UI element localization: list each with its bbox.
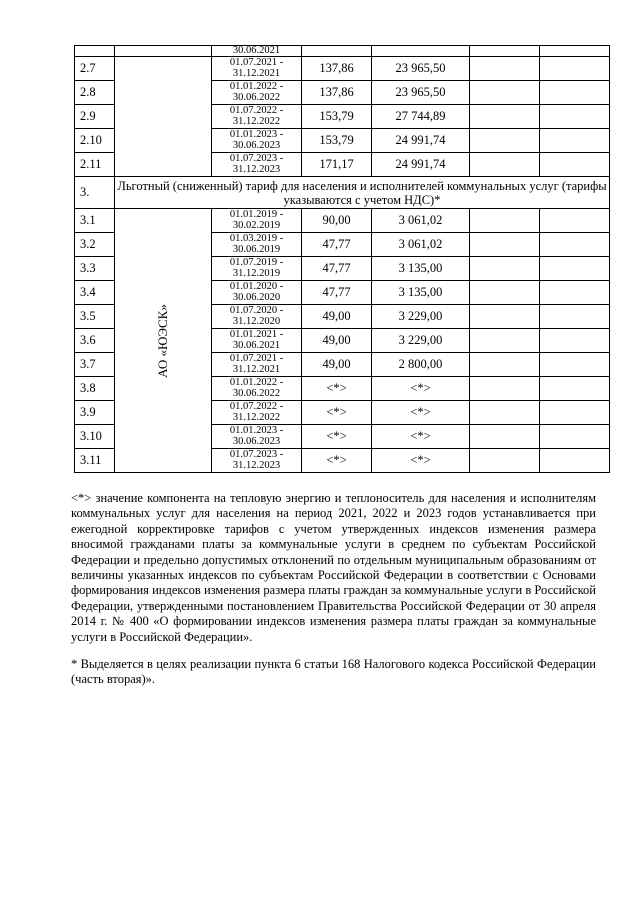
rate-cell: 137,86 <box>302 57 372 81</box>
section-row <box>75 177 610 209</box>
period-end: 30.02.2019 <box>232 219 281 231</box>
period-start: 01.01.2022 - <box>229 81 284 92</box>
empty-cell <box>540 129 610 153</box>
rate-cell: 153,79 <box>302 129 372 153</box>
period-start: 01.07.2023 - <box>229 153 284 164</box>
amount-cell: 3 061,02 <box>372 233 470 257</box>
empty-cell <box>540 257 610 281</box>
period-cell <box>212 57 302 81</box>
empty-cell <box>540 353 610 377</box>
section-number-cell: 3. <box>75 177 115 209</box>
period-start: 01.07.2020 - <box>229 305 284 316</box>
row-number-cell: 2.8 <box>75 81 115 105</box>
empty-cell <box>470 233 540 257</box>
amount-cell: 3 061,02 <box>372 209 470 233</box>
rate-cell: 171,17 <box>302 153 372 177</box>
row-number-cell: 3.2 <box>75 233 115 257</box>
amount-cell: <*> <box>372 449 470 473</box>
amount-cell <box>372 46 470 57</box>
amount-cell: <*> <box>372 377 470 401</box>
period-end: 31.12.2022 <box>232 115 281 127</box>
empty-cell <box>470 81 540 105</box>
rate-cell: 49,00 <box>302 305 372 329</box>
row-number-cell: 2.11 <box>75 153 115 177</box>
period-cell <box>212 425 302 449</box>
amount-cell: <*> <box>372 401 470 425</box>
row-number-cell: 3.1 <box>75 209 115 233</box>
period-cell <box>212 233 302 257</box>
row-number-cell: 3.11 <box>75 449 115 473</box>
organization-cell <box>115 209 212 473</box>
empty-cell <box>470 377 540 401</box>
organization-cell <box>115 46 212 57</box>
period-start: 01.07.2019 - <box>229 257 284 268</box>
period-start: 01.01.2022 - <box>229 377 284 388</box>
period-start: 01.07.2021 - <box>229 353 284 364</box>
rate-cell: 49,00 <box>302 353 372 377</box>
period-start: 01.07.2022 - <box>229 401 284 412</box>
empty-cell <box>470 209 540 233</box>
organization-cell <box>115 57 212 177</box>
row-number-cell: 2.9 <box>75 105 115 129</box>
empty-cell <box>540 425 610 449</box>
period-start: 01.07.2023 - <box>229 449 284 460</box>
tariff-table <box>74 45 610 473</box>
period-cell <box>212 209 302 233</box>
empty-cell <box>470 401 540 425</box>
period-start: 01.01.2019 - <box>229 209 284 220</box>
empty-cell <box>470 57 540 81</box>
period-cell <box>212 81 302 105</box>
row-number-cell <box>75 46 115 57</box>
period-start: 01.07.2022 - <box>229 105 284 116</box>
rate-cell: 137,86 <box>302 81 372 105</box>
period-cell <box>212 329 302 353</box>
empty-cell <box>470 329 540 353</box>
empty-cell <box>540 81 610 105</box>
table-row <box>75 209 610 233</box>
period-end: 30.06.2022 <box>232 387 281 399</box>
period-end: 30.06.2022 <box>232 91 281 103</box>
rate-cell: <*> <box>302 377 372 401</box>
period-cell <box>212 449 302 473</box>
empty-cell <box>540 449 610 473</box>
period-cell <box>212 353 302 377</box>
rate-cell: 49,00 <box>302 329 372 353</box>
period-cell <box>212 257 302 281</box>
period-start: 01.01.2023 - <box>229 425 284 436</box>
period-start: 01.01.2023 - <box>229 129 284 140</box>
period-end: 31.12.2023 <box>232 163 281 175</box>
rate-cell <box>302 46 372 57</box>
period-end: 30.06.2023 <box>232 139 281 151</box>
table-row <box>75 57 610 81</box>
period-end: 30.06.2019 <box>232 243 281 255</box>
period-cell <box>212 153 302 177</box>
rate-cell: 153,79 <box>302 105 372 129</box>
rate-cell: 90,00 <box>302 209 372 233</box>
rate-cell: <*> <box>302 401 372 425</box>
amount-cell: 24 991,74 <box>372 129 470 153</box>
rate-cell: 47,77 <box>302 257 372 281</box>
empty-cell <box>540 105 610 129</box>
period-end: 31.12.2021 <box>232 67 281 79</box>
amount-cell: 23 965,50 <box>372 81 470 105</box>
amount-cell: <*> <box>372 425 470 449</box>
empty-cell <box>470 105 540 129</box>
table-row <box>75 46 610 57</box>
empty-cell <box>540 233 610 257</box>
period-cell: 30.06.2021 <box>212 46 302 57</box>
period-cell <box>212 377 302 401</box>
empty-cell <box>540 401 610 425</box>
amount-cell: 3 229,00 <box>372 305 470 329</box>
empty-cell <box>470 46 540 57</box>
row-number-cell: 3.3 <box>75 257 115 281</box>
organization-name: АО «ЮЭСК» <box>155 303 170 378</box>
period-cell <box>212 129 302 153</box>
empty-cell <box>470 305 540 329</box>
period-end: 30.06.2023 <box>232 435 281 447</box>
rate-cell: 47,77 <box>302 281 372 305</box>
row-number-cell: 3.9 <box>75 401 115 425</box>
amount-cell: 3 229,00 <box>372 329 470 353</box>
empty-cell <box>470 153 540 177</box>
empty-cell <box>470 449 540 473</box>
empty-cell <box>540 329 610 353</box>
rate-cell: <*> <box>302 425 372 449</box>
period-cell <box>212 401 302 425</box>
period-cell <box>212 281 302 305</box>
rate-cell: <*> <box>302 449 372 473</box>
empty-cell <box>540 46 610 57</box>
empty-cell <box>540 305 610 329</box>
row-number-cell: 2.7 <box>75 57 115 81</box>
period-start: 01.03.2019 - <box>229 233 284 244</box>
period-end: 31.12.2019 <box>232 267 281 279</box>
empty-cell <box>470 353 540 377</box>
row-number-cell: 3.6 <box>75 329 115 353</box>
empty-cell <box>540 281 610 305</box>
footnote-main: <*> значение компонента на тепловую энергию и теплоноситель для населения и исполнителям коммунальных услуг для населения на период 2021, 2022 и 2023 годов устанавливается при ежегодной корректировке тарифов с учетом утвержденных индексов изменения размера вносимой гражданами платы за коммунальные услуги в среднем по субъектам Российской Федерации и предельно допустимых отклонений по отдельным муниципальным образованиям от величины указанных индексов по субъектам Российской Федерации в соответствии с Основами формирования индексов изменения размера платы граждан за коммунальные услуги в Российской Федерации, утвержденными постановлением Правительства Российской Федерации от 30 апреля 2014 г. № 400 «О формировании индексов изменения размера платы граждан за коммунальные услуги в Российской Федерации». <box>71 491 596 644</box>
period-cell <box>212 105 302 129</box>
period-end: 31.12.2020 <box>232 315 281 327</box>
row-number-cell: 3.10 <box>75 425 115 449</box>
amount-cell: 24 991,74 <box>372 153 470 177</box>
empty-cell <box>470 281 540 305</box>
empty-cell <box>540 377 610 401</box>
row-number-cell: 3.8 <box>75 377 115 401</box>
amount-cell: 3 135,00 <box>372 257 470 281</box>
period-start: 01.01.2020 - <box>229 281 284 292</box>
empty-cell <box>540 209 610 233</box>
row-number-cell: 2.10 <box>75 129 115 153</box>
period-end: 31.12.2023 <box>232 459 281 471</box>
period-cell <box>212 305 302 329</box>
amount-cell: 23 965,50 <box>372 57 470 81</box>
period-end: 30.06.2021 <box>232 339 281 351</box>
amount-cell: 3 135,00 <box>372 281 470 305</box>
period-end: 31.12.2021 <box>232 363 281 375</box>
row-number-cell: 3.5 <box>75 305 115 329</box>
period-start: 01.07.2021 - <box>229 57 284 68</box>
row-number-cell: 3.4 <box>75 281 115 305</box>
amount-cell: 27 744,89 <box>372 105 470 129</box>
rate-cell: 47,77 <box>302 233 372 257</box>
empty-cell <box>540 57 610 81</box>
row-number-cell: 3.7 <box>75 353 115 377</box>
amount-cell: 2 800,00 <box>372 353 470 377</box>
footnote-vat: * Выделяется в целях реализации пункта 6 статьи 168 Налогового кодекса Российской Федерации (часть вторая)». <box>71 657 596 687</box>
period-start: 01.01.2021 - <box>229 329 284 340</box>
empty-cell <box>540 153 610 177</box>
empty-cell <box>470 129 540 153</box>
period-end: 31.12.2022 <box>232 411 281 423</box>
period-end: 30.06.2020 <box>232 291 281 303</box>
empty-cell <box>470 425 540 449</box>
empty-cell <box>470 257 540 281</box>
section-title: Льготный (сниженный) тариф для населения и исполнителей коммунальных услуг (тарифы указываются с учетом НДС)* <box>115 177 610 209</box>
